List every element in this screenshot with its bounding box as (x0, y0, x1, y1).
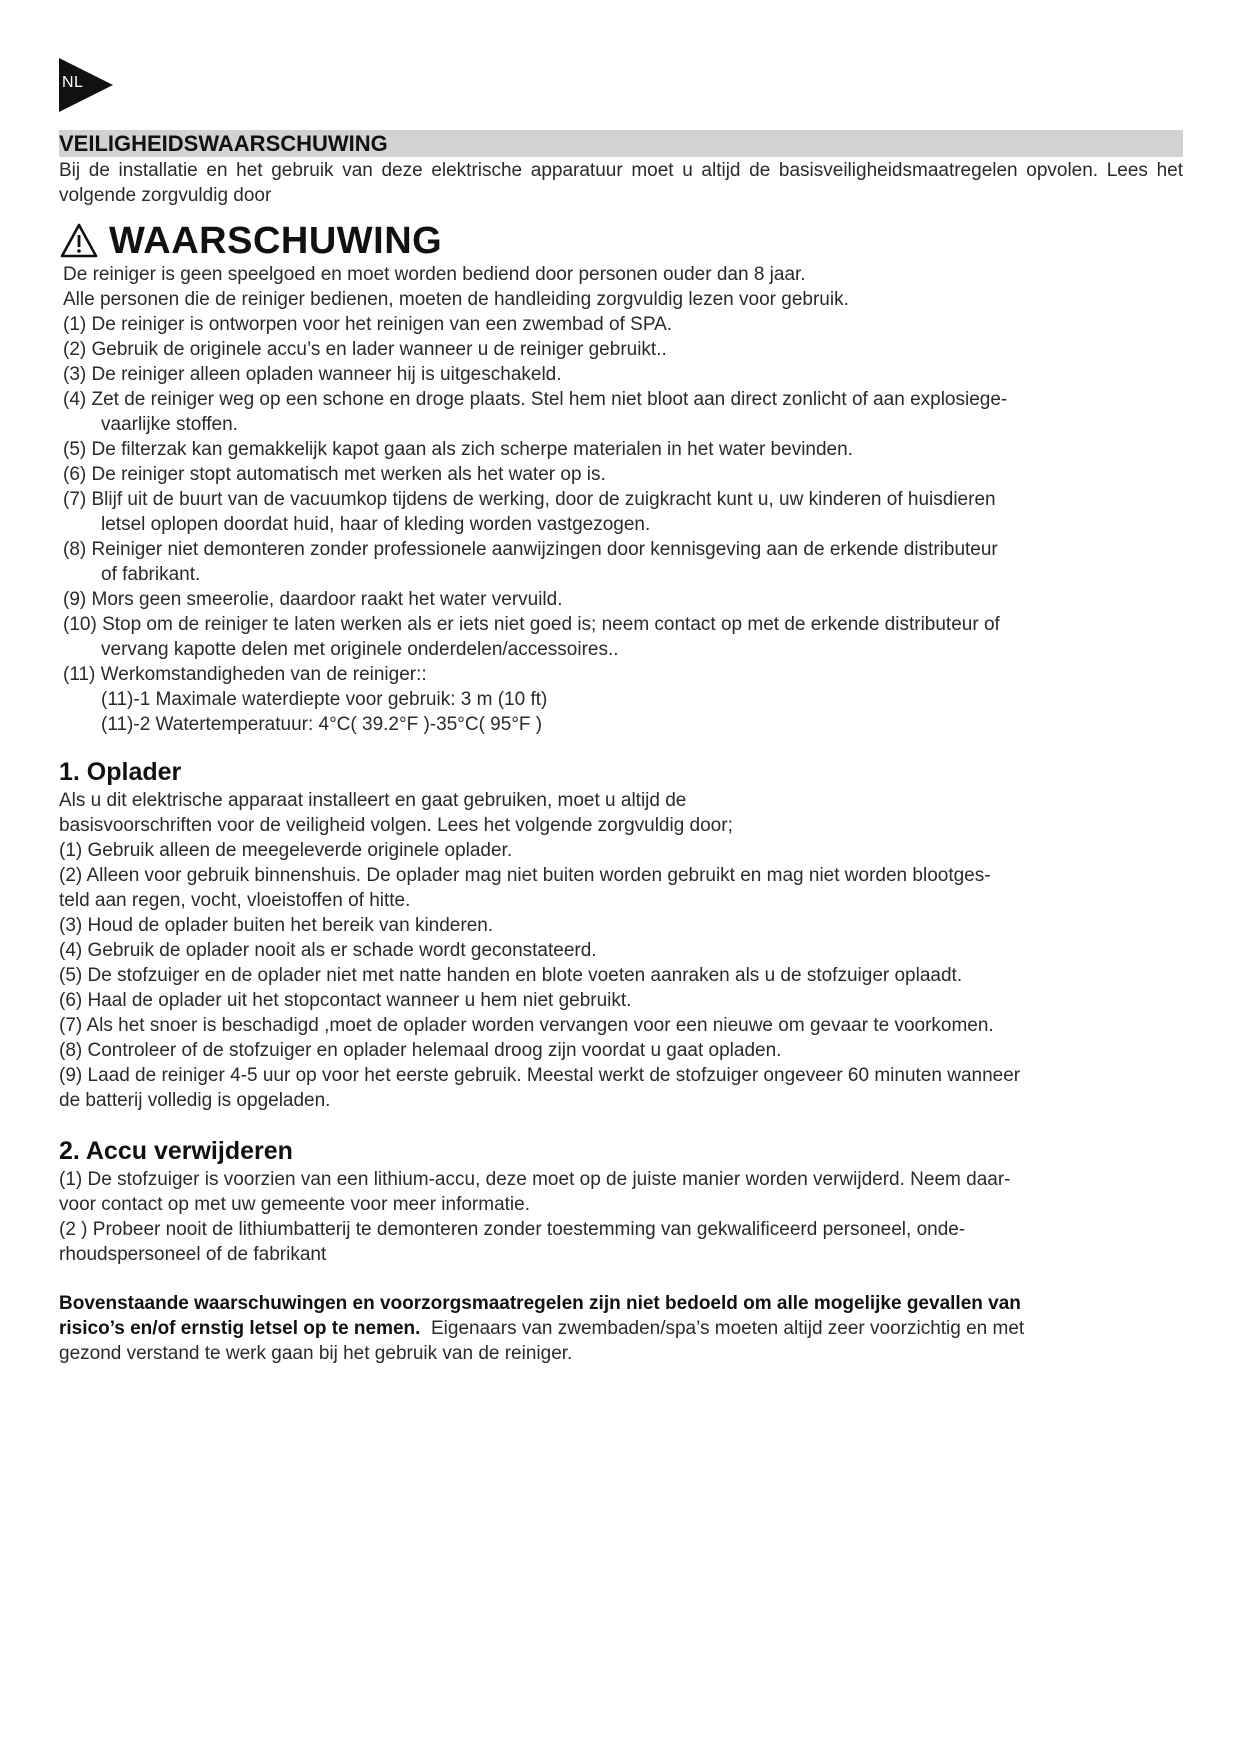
closing-line-3: gezond verstand te werk gaan bij het gebruik van de reiniger. (59, 1343, 573, 1364)
section-2-p2-cont: rhoudspersoneel of de fabrikant (59, 1244, 327, 1265)
language-label: NL (62, 74, 84, 91)
warning-item-5: (5) De filterzak kan gemakkelijk kapot gaan als zich scherpe materialen in het water bevinden. (63, 439, 853, 460)
warning-item-8-cont: of fabrikant. (101, 564, 201, 585)
warning-heading (59, 218, 442, 264)
section-2-p1-cont: voor contact op met uw gemeente voor meer informatie. (59, 1194, 531, 1215)
section-2-title: 2. Accu verwijderen (59, 1137, 293, 1165)
warning-line: (1) De reiniger is ontworpen voor het reinigen van een zwembad of SPA. (63, 314, 673, 335)
section-1-line: de batterij volledig is opgeladen. (59, 1090, 331, 1111)
closing-bold-2: risico’s en/of ernstig letsel op te nemen. (59, 1318, 421, 1339)
warning-title: WAARSCHUWING (109, 219, 443, 262)
section-1-line: (1) Gebruik alleen de meegeleverde originele oplader. (59, 840, 513, 861)
warning-line: De reiniger is geen speelgoed en moet worden bediend door personen ouder dan 8 jaar. (63, 264, 806, 285)
warning-item-10: (10) Stop om de reiniger te laten werken als er iets niet goed is; neem contact op met de erkende distributeur of (63, 614, 1000, 635)
section-1-line: (5) De stofzuiger en de oplader niet met natte handen en blote voeten aanraken als u de stofzuiger oplaadt. (59, 965, 963, 986)
warning-line: (2) Gebruik de originele accu’s en lader wanneer u de reiniger gebruikt.. (63, 339, 667, 360)
closing-line-1 (59, 1291, 1183, 1316)
section-2-p1: (1) De stofzuiger is voorzien van een lithium-accu, deze moet op de juiste manier worden verwijderd. Neem daar- (59, 1169, 1011, 1190)
warning-item-7-cont: letsel oplopen doordat huid, haar of kleding worden vastgezogen. (101, 514, 651, 535)
section-2-body (59, 1167, 1183, 1267)
language-tab (59, 58, 113, 112)
warning-list (63, 262, 1183, 737)
safety-heading: VEILIGHEIDSWAARSCHUWING (59, 130, 1183, 157)
section-1-line: (2) Alleen voor gebruik binnenshuis. De oplader mag niet buiten worden gebruikt en mag niet worden blootges- (59, 865, 991, 886)
section-1-title: 1. Oplader (59, 758, 182, 786)
section-2-p2: (2 ) Probeer nooit de lithiumbatterij te demonteren zonder toestemming van gekwalificeerd personeel, onde- (59, 1219, 966, 1240)
closing-normal-2: Eigenaars van zwembaden/spa’s moeten altijd zeer voorzichtig en met (420, 1318, 1025, 1339)
warning-line: (3) De reiniger alleen opladen wanneer hij is uitgeschakeld. (63, 364, 562, 385)
warning-item-11-1: (11)-1 Maximale waterdiepte voor gebruik: 3 m (10 ft) (101, 689, 548, 710)
warning-item-11: (11) Werkomstandigheden van de reiniger:: (63, 664, 427, 685)
section-1-line: (4) Gebruik de oplader nooit als er schade wordt geconstateerd. (59, 940, 597, 961)
safety-intro: Bij de installatie en het gebruik van deze elektrische apparatuur moet u altijd de basisveiligheidsmaatregelen opvolen. Lees het volgende zorgvuldig door (59, 160, 1183, 206)
section-1-line: Als u dit elektrische apparaat installeert en gaat gebruiken, moet u altijd de (59, 790, 687, 811)
section-1-body (59, 788, 1183, 1113)
warning-triangle-icon (59, 222, 99, 260)
section-1-line: (9) Laad de reiniger 4-5 uur op voor het eerste gebruik. Meestal werkt de stofzuiger ongeveer 60 minuten wanneer (59, 1065, 1021, 1086)
warning-item-11-2: (11)-2 Watertemperatuur: 4°C( 39.2°F )-35°C( 95°F ) (101, 714, 543, 735)
warning-line: Alle personen die de reiniger bedienen, moeten de handleiding zorgvuldig lezen voor gebruik. (63, 289, 849, 310)
section-1-line: (7) Als het snoer is beschadigd ,moet de oplader worden vervangen voor een nieuwe om gevaar te voorkomen. (59, 1015, 994, 1036)
warning-item-4-cont: vaarlijke stoffen. (101, 414, 238, 435)
closing-line-2 (59, 1316, 1183, 1341)
warning-item-10-cont: vervang kapotte delen met originele onderdelen/accessoires.. (101, 639, 619, 660)
section-1-line: (3) Houd de oplader buiten het bereik van kinderen. (59, 915, 494, 936)
section-1-line: (8) Controleer of de stofzuiger en oplader helemaal droog zijn voordat u gaat opladen. (59, 1040, 782, 1061)
warning-item-7: (7) Blijf uit de buurt van de vacuumkop tijdens de werking, door de zuigkracht kunt u, uw kinderen of huisdieren (63, 489, 996, 510)
warning-item-9: (9) Mors geen smeerolie, daardoor raakt het water vervuild. (63, 589, 563, 610)
closing-note (59, 1291, 1183, 1366)
warning-item-4: (4) Zet de reiniger weg op een schone en droge plaats. Stel hem niet bloot aan direct zonlicht of aan explosiege- (63, 389, 1008, 410)
section-1-line: teld aan regen, vocht, vloeistoffen of hitte. (59, 890, 411, 911)
section-1-line: (6) Haal de oplader uit het stopcontact wanneer u hem niet gebruikt. (59, 990, 632, 1011)
closing-bold-1: Bovenstaande waarschuwingen en voorzorgsmaatregelen zijn niet bedoeld om alle mogelijke gevallen van (59, 1293, 1021, 1314)
warning-item-6: (6) De reiniger stopt automatisch met werken als het water op is. (63, 464, 606, 485)
warning-item-8: (8) Reiniger niet demonteren zonder professionele aanwijzingen door kennisgeving aan de erkende distributeur (63, 539, 998, 560)
section-1-line: basisvoorschriften voor de veiligheid volgen. Lees het volgende zorgvuldig door; (59, 815, 733, 836)
